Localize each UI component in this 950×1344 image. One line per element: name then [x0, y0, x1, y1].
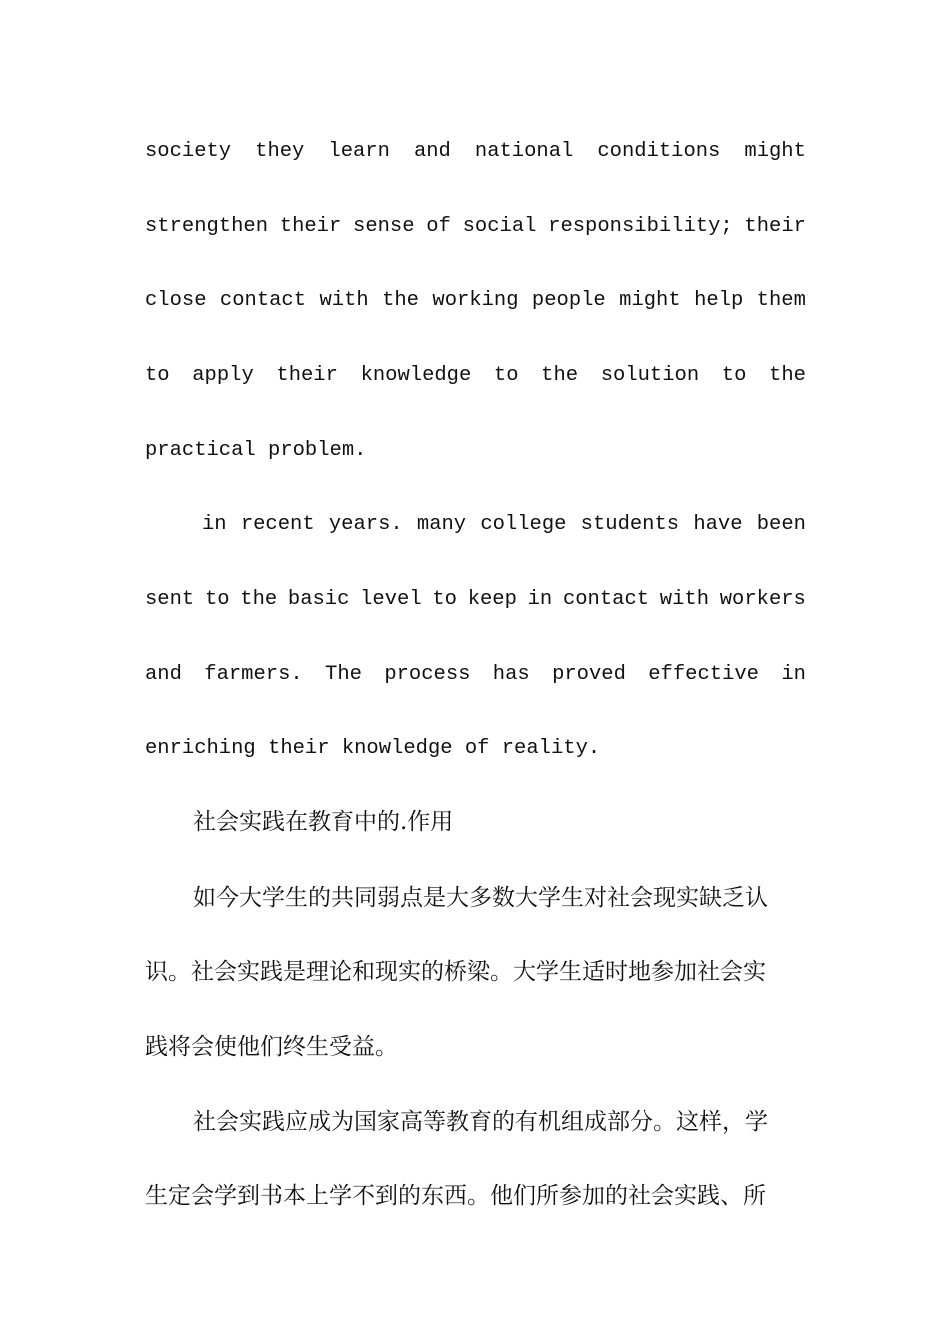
word: with	[319, 289, 369, 312]
word: sense	[353, 215, 415, 238]
word: might	[619, 289, 681, 312]
word: social	[462, 215, 537, 238]
word: college	[480, 513, 567, 536]
word: proved	[552, 663, 626, 686]
word: working	[432, 289, 519, 312]
word: might	[744, 140, 806, 163]
word: their	[276, 364, 338, 387]
word: the	[240, 588, 278, 611]
word: responsibility;	[548, 215, 733, 238]
word: the	[382, 289, 419, 312]
text-line: practical problem.	[145, 439, 367, 462]
word: the	[541, 364, 579, 387]
text-line: enriching their knowledge of reality.	[145, 737, 601, 760]
word: their	[744, 215, 806, 238]
word: recent	[240, 513, 315, 536]
word: knowledge	[360, 364, 472, 387]
word: been	[756, 513, 806, 536]
text-line: 生定会学到书本上学不到的东西。他们所参加的社会实践、所	[145, 1183, 766, 1209]
text-line: 践将会使他们终生受益。	[145, 1034, 398, 1060]
word: students	[580, 513, 680, 536]
word: contact	[562, 588, 650, 611]
text-line	[145, 285, 806, 317]
text-line	[145, 360, 806, 392]
text-line: 识。社会实践是理论和现实的桥梁。大学生适时地参加社会实	[145, 959, 766, 985]
word: national	[474, 140, 574, 163]
word: to	[493, 364, 519, 387]
word: conditions	[597, 140, 721, 163]
word: in	[781, 663, 806, 686]
word: have	[693, 513, 743, 536]
word: society	[145, 140, 232, 163]
word: and	[413, 140, 451, 163]
word: level	[360, 588, 422, 611]
text-line: 如今大学生的共同弱点是大多数大学生对社会现实缺乏认	[193, 885, 768, 911]
word: with	[659, 588, 710, 611]
word: people	[531, 289, 606, 312]
word: to	[432, 588, 457, 611]
text-line	[145, 584, 806, 616]
word: of	[426, 215, 451, 238]
word: the	[769, 364, 806, 387]
word: learn	[328, 140, 390, 163]
text-line: 社会实践应成为国家高等教育的有机组成部分。这样，学	[193, 1109, 768, 1135]
word: process	[384, 663, 471, 686]
word: sent	[145, 588, 195, 611]
word: and	[145, 663, 182, 686]
word: has	[492, 663, 530, 686]
word: basic	[287, 588, 350, 611]
word: apply	[192, 364, 254, 387]
word: in	[202, 513, 227, 536]
word: years.	[328, 513, 403, 536]
word: to	[145, 364, 170, 387]
text-line	[202, 509, 806, 541]
word: effective	[648, 663, 759, 686]
word: farmers.	[204, 663, 303, 686]
word: in	[527, 588, 553, 611]
word: The	[325, 663, 362, 686]
word: workers	[719, 588, 806, 611]
word: to	[721, 364, 747, 387]
word: contact	[219, 289, 307, 312]
word: keep	[467, 588, 517, 611]
word: solution	[600, 364, 700, 387]
text-line	[145, 136, 806, 168]
text-line	[145, 211, 806, 243]
word: them	[756, 289, 806, 312]
word: to	[204, 588, 230, 611]
word: many	[416, 513, 467, 536]
section-heading: 社会实践在教育中的.作用	[193, 809, 454, 835]
word: strengthen	[145, 215, 269, 238]
word: their	[279, 215, 342, 238]
word: help	[694, 289, 744, 312]
word: they	[255, 140, 305, 163]
word: close	[145, 289, 207, 312]
text-line	[145, 659, 806, 691]
